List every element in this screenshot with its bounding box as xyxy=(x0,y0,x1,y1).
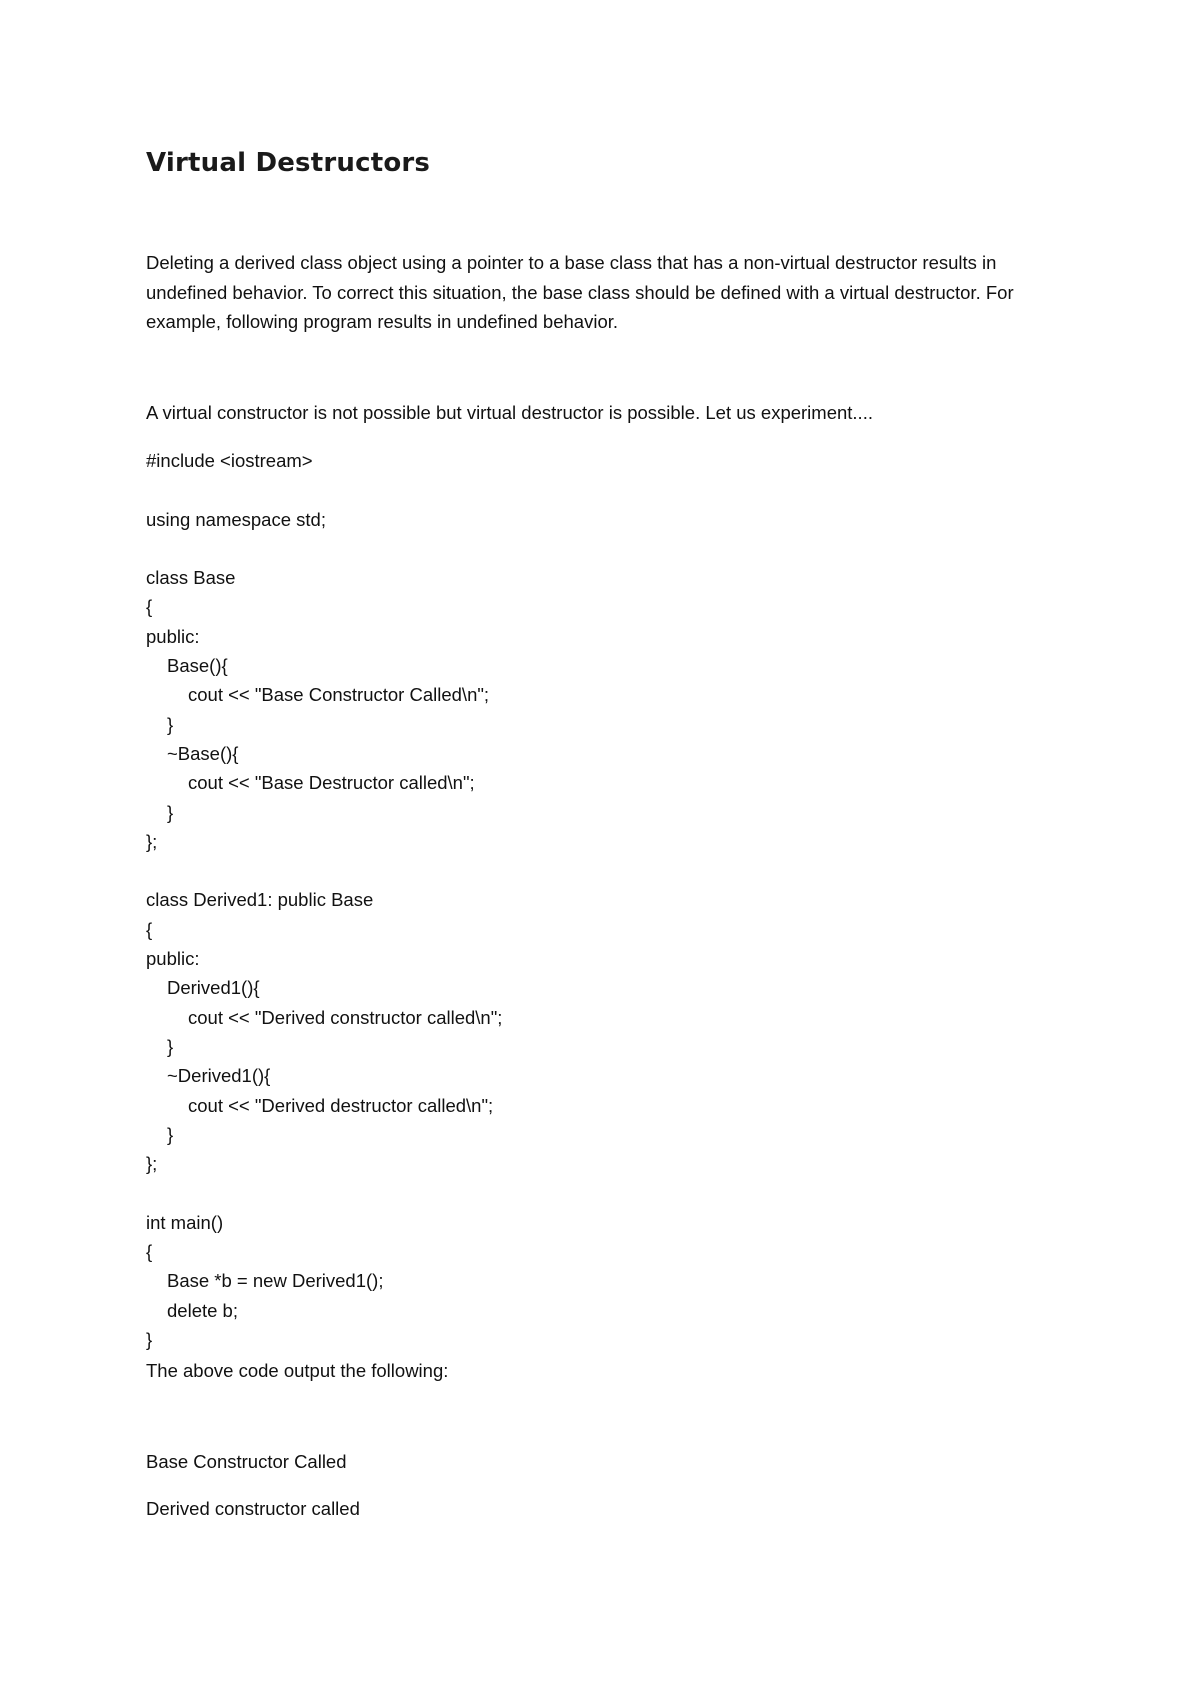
code-blank-line xyxy=(146,856,502,885)
code-line-public: public: xyxy=(146,625,200,647)
code-line-base-dtor-body: cout << "Base Destructor called\n"; xyxy=(188,772,475,794)
code-line-derived-class: class Derived1: public Base xyxy=(146,889,374,911)
page-title: Virtual Destructors xyxy=(146,148,431,178)
intro-paragraph: Deleting a derived class object using a pointer to a base class that has a non-virtual destructor results in undefined behavior. To correct this situation, the base class should be defined with a virtual destructor. For example, following program results in undefined behavior. xyxy=(146,252,1014,332)
experiment-paragraph: A virtual constructor is not possible but virtual destructor is possible. Let us experiment.... xyxy=(146,402,873,423)
code-line-include: #include <iostream> xyxy=(146,450,313,471)
code-line-main-new: Base *b = new Derived1(); xyxy=(167,1270,384,1292)
code-line-open-brace: { xyxy=(146,596,153,618)
code-line-close-brace: } xyxy=(167,1035,174,1057)
code-line-close-brace: } xyxy=(167,801,174,823)
code-line-base-dtor: ~Base(){ xyxy=(167,742,239,764)
code-line-main-delete: delete b; xyxy=(167,1299,238,1321)
output-line-2: Derived constructor called xyxy=(146,1498,360,1519)
code-line-using: using namespace std; xyxy=(146,508,326,530)
code-line-close-brace: } xyxy=(167,1123,174,1145)
code-blank-line xyxy=(146,534,502,563)
output-intro: The above code output the following: xyxy=(146,1360,449,1381)
code-line-public: public: xyxy=(146,948,200,970)
code-line-base-ctor-body: cout << "Base Constructor Called\n"; xyxy=(188,684,490,706)
code-line-end-class: }; xyxy=(146,830,158,852)
code-line-derived-ctor: Derived1(){ xyxy=(167,977,260,999)
code-blank-line xyxy=(146,475,502,504)
code-line-base-ctor: Base(){ xyxy=(167,655,228,677)
code-line-close-main: } xyxy=(146,1328,153,1350)
code-line-derived-ctor-body: cout << "Derived constructor called\n"; xyxy=(188,1006,503,1028)
code-listing xyxy=(146,446,502,1354)
code-line-derived-dtor-body: cout << "Derived destructor called\n"; xyxy=(188,1094,494,1116)
code-line-base-class: class Base xyxy=(146,567,236,589)
code-line-main-signature: int main() xyxy=(146,1211,224,1233)
code-line-open-brace: { xyxy=(146,1241,153,1263)
code-line-close-brace: } xyxy=(167,713,174,735)
code-line-end-class: }; xyxy=(146,1153,158,1175)
code-line-open-brace: { xyxy=(146,918,153,940)
code-line-derived-dtor: ~Derived1(){ xyxy=(167,1065,271,1087)
code-blank-line xyxy=(146,1178,502,1207)
output-line-1: Base Constructor Called xyxy=(146,1451,347,1472)
